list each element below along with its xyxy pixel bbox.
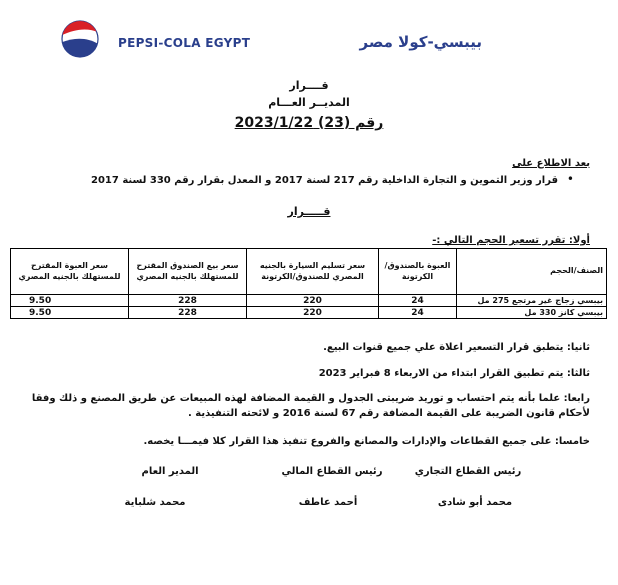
brand-name-ar: بيبسي-كولا مصر <box>359 33 482 51</box>
brand-name-en: PEPSI-COLA EGYPT <box>118 36 251 50</box>
cell-product: بيبسي زجاج غير مرتجع 275 مل <box>457 295 607 307</box>
decree-subtitle: المديــر العـــام <box>268 96 350 109</box>
decree-title: قــــرار <box>289 79 329 92</box>
cell-unit-price: 9.50 <box>11 295 129 307</box>
signature-title-financial: رئيس القطاع المالي <box>281 466 383 477</box>
decree-number: رقم (23) 2023/1/22 <box>234 115 384 131</box>
header-unit-price: سعر العبوة المقترح للمستهلك بالجنيه المصري <box>11 249 129 295</box>
signature-name-general-manager: محمد شلباية <box>124 497 186 508</box>
decision-label: قـــــرار <box>287 205 331 218</box>
cell-unit-price: 9.50 <box>11 307 129 319</box>
reviewed-label: بعد الاطلاع على <box>512 158 590 169</box>
signature-name-financial: أحمد عاطف <box>298 497 358 508</box>
cell-box-price: 228 <box>129 295 247 307</box>
header-delivery-price: سعر تسليم السيارة بالجنيه المصري للصندوق/الكرتونة <box>247 249 379 295</box>
signature-title-general-manager: المدير العام <box>141 466 199 477</box>
signature-title-commercial: رئيس القطاع التجاري <box>414 466 522 477</box>
cell-box-price: 228 <box>129 307 247 319</box>
bullet-icon: • <box>566 172 574 186</box>
signature-name-commercial: محمد أبو شادى <box>437 497 513 508</box>
price-table <box>10 248 607 319</box>
clause-third: ثالثا: يتم تطبيق القرار ابتداء من الاربعاء 8 فبراير 2023 <box>318 368 590 379</box>
clause-first: أولا: تقرر تسعير الحجم التالي :- <box>432 235 590 246</box>
cell-units: 24 <box>379 307 457 319</box>
clause-fourth: رابعا: علما بأنه يتم احتساب و توريد ضريبتى الجدول و القيمة المضافة لهذه المبيعات عن طريق المصنع و ذلك وفقا لأحكام قانون الضريبة على القيمة المضافة رقم 67 لسنة 2016 و لائحته التنفيذية . <box>31 393 590 419</box>
reviewed-item: قرار وزير التموين و التجارة الداخلية رقم 217 لسنة 2017 و المعدل بقرار رقم 330 لسنة 2017 <box>91 175 558 186</box>
header-box-price: سعر بيع الصندوق المقترح للمستهلك بالجنيه المصري <box>129 249 247 295</box>
clause-second: ثانيا: يتطبق قرار التسعير اعلاة علي جميع قنوات البيع. <box>323 342 590 353</box>
cell-delivery-price: 220 <box>247 307 379 319</box>
header-units: العبوة بالصندوق/ الكرتونة <box>379 249 457 295</box>
cell-units: 24 <box>379 295 457 307</box>
clause-fifth: خامسا: على جميع القطاعات والإدارات والمصانع والفروع تنفيذ هذا القرار كلا فيمـــا يخصه. <box>143 436 590 447</box>
cell-product: بيبسي كانز 330 مل <box>457 307 607 319</box>
header-product: الصنف/الحجم <box>457 249 607 295</box>
cell-delivery-price: 220 <box>247 295 379 307</box>
table-row <box>11 295 607 307</box>
table-header-row <box>11 249 607 295</box>
table-row <box>11 307 607 319</box>
pepsi-globe-icon <box>60 19 100 59</box>
